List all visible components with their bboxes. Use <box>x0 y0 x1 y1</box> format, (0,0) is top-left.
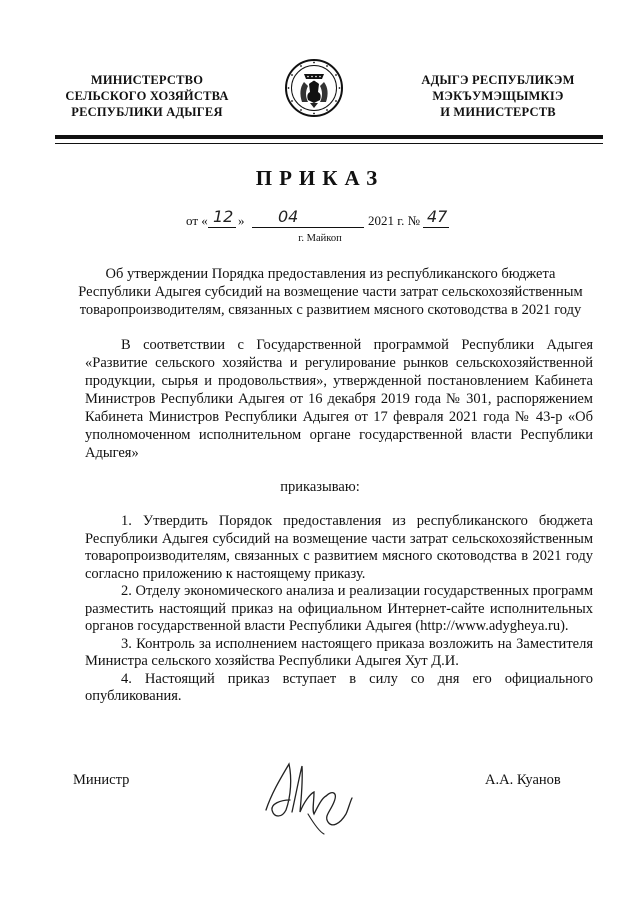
document-title: ПРИКАЗ <box>255 166 385 190</box>
adygea-coat-of-arms-icon <box>284 58 344 118</box>
preamble-paragraph: В соответствии с Государственной программой Республики Адыгея «Развитие сельского хозяйства и регулирование рынков сельскохозяйственной продукции, сырья и продовольствия», утвержденной постановлением Кабинета Министров Республики Адыгея от 16 декабря 2019 года № 301, распоряжением Кабинета Министров Республики Адыгея от 17 февраля 2021 года № 43-р «Об уполномоченном исполнительном органе государственной власти Республики Адыгея» <box>85 337 593 461</box>
order-item: 2. Отделу экономического анализа и реализации государственных программ разместить настоящий приказ на официальном Интернет-сайте исполнительных органов государственной власти Республики Адыгея (http://www.adygheya.ru). <box>85 583 593 634</box>
subject-line: Республики Адыгея субсидий на возмещение части затрат сельскохозяйственным <box>78 284 583 300</box>
header-divider-thin <box>55 143 603 144</box>
signatory-name: А.А. Куанов <box>485 772 561 788</box>
header-right-line: АДЫГЭ РЕСПУБЛИКЭМ <box>421 73 575 87</box>
date-month: 04 <box>278 207 299 226</box>
order-item: 1. Утвердить Порядок предоставления из республиканского бюджета Республики Адыгея субсидий на возмещение части затрат сельскохозяйственным товаропроизводителям, связанных с развитием мясного скотоводства в 2021 году согласно приложению к настоящему приказу. <box>85 513 593 582</box>
ministry-header-adyghe <box>400 72 596 120</box>
city-name: г. Майкоп <box>298 233 342 244</box>
order-item: 3. Контроль за исполнением настоящего приказа возложить на Заместителя Министра сельского хозяйства Республики Адыгея Хут Д.И. <box>85 635 593 669</box>
header-right-line: И МИНИСТЕРСТВ <box>440 105 556 119</box>
order-items <box>85 513 593 706</box>
header-divider-thick <box>55 135 603 139</box>
subject-line: товаропроизводителям, связанных с развитием мясного скотоводства в 2021 году <box>79 302 582 318</box>
subject-line: Об утверждении Порядка предоставления из республиканского бюджета <box>105 266 556 282</box>
date-quote-close: » <box>238 213 245 228</box>
date-prefix: от « <box>186 213 208 228</box>
order-item: 4. Настоящий приказ вступает в силу со дня его официального опубликования. <box>85 670 593 704</box>
ministry-header-russian <box>52 72 242 120</box>
order-date-line <box>186 207 486 229</box>
handwritten-signature <box>262 752 358 836</box>
header-right-line: МЭКЪУМЭЩЫМКIЭ <box>432 89 564 103</box>
day-underline <box>208 227 236 228</box>
order-word: приказываю: <box>280 479 360 495</box>
number-underline <box>423 227 449 228</box>
date-year-number: 2021 г. № <box>368 213 421 228</box>
order-subject <box>58 265 603 319</box>
month-underline <box>252 227 364 228</box>
header-left-line: СЕЛЬСКОГО ХОЗЯЙСТВА <box>65 89 229 103</box>
date-day: 12 <box>213 207 234 226</box>
order-number: 47 <box>427 207 448 226</box>
header-left-line: РЕСПУБЛИКИ АДЫГЕЯ <box>71 105 223 119</box>
header-left-line: МИНИСТЕРСТВО <box>90 73 204 87</box>
signatory-role: Министр <box>73 772 130 788</box>
